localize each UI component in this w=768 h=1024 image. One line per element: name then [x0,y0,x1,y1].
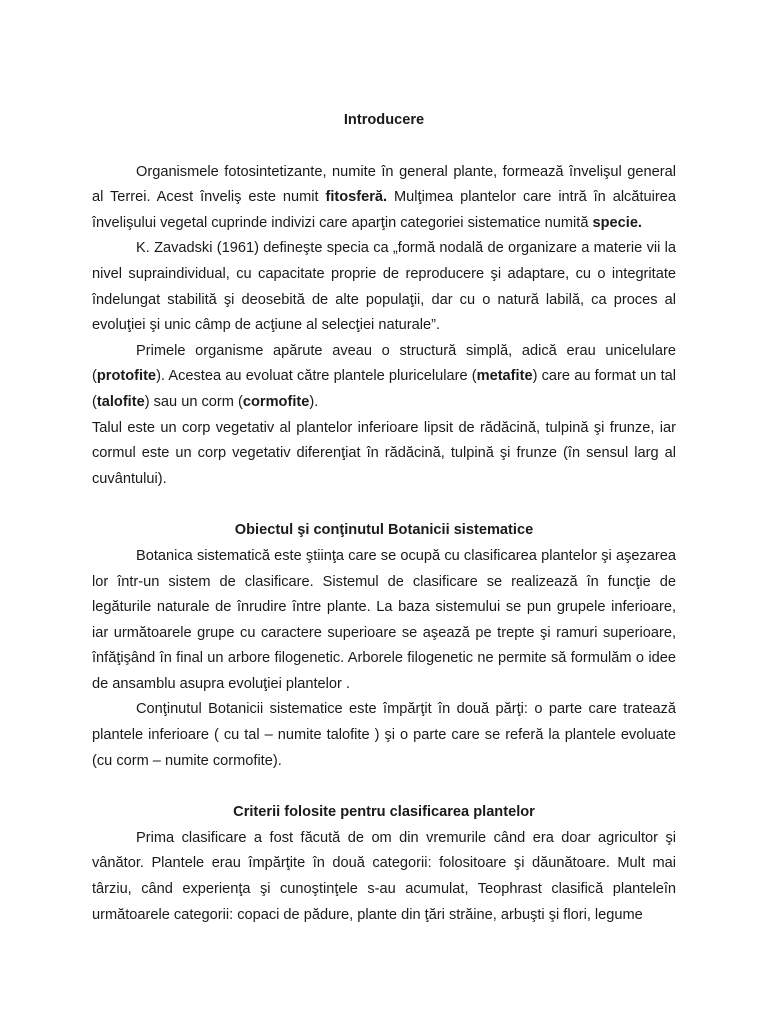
bold-term: fitosferă. [325,189,388,206]
text-run: Prima clasificare a fost făcută de om din vremurile când era doar agricultor şi vânător. Plantele erau împărţite în două categorii: folositoare şi dăunătoare. Mult mai târziu, când experienţa şi cunoştinţele s-au acumulat, Teophrast clasifică planteleîn următoarele categorii: copaci de pădure, plante din ţări străine, arbuşti şi flori, legume [92,829,676,923]
text-run: Organismele fotosintetizante, numite în general plante, formează învelişul general al Terrei. Acest înveliş este numit [92,163,676,206]
paragraph [92,160,676,237]
bold-term: specie. [592,214,642,231]
text-run: ) care au format un tal ( [92,368,676,410]
paragraph [92,544,676,698]
section-heading-criterii: Criterii folosite pentru clasificarea plantelor [233,804,535,821]
text-run: Conţinutul Botanicii sistematice este împărţit în două părţi: o parte care tratează plantele inferioare ( cu tal – numite talofite ) şi o parte care se referă la plantele evoluate (cu corm – numite cormofite). [92,701,676,769]
bold-term: cormofite [242,393,310,410]
text-run: ). Acestea au evoluat către plantele pluricelulare ( [156,368,477,385]
paragraph [92,416,676,493]
text-run: Mulţimea plantelor care intră în alcătuirea învelişului vegetal cuprinde indivizi care aparţin categoriei sistematice numită [92,189,676,231]
text-run: Primele organisme apărute aveau o structură simplă, adică erau unicelulare ( [92,342,676,385]
text-run: K. Zavadski (1961) defineşte specia ca „formă nodală de organizare a materie vii la nivel supraindividual, cu capacitate proprie de reproducere şi adaptare, cu o integritate îndelungat stabilită şi deosebită de alte populaţii, dar cu o natură labilă, ca proces al evoluţiei şi unic câmp de acţiune al selecţiei naturale”. [92,240,676,334]
section-heading-obiectul: Obiectul şi conţinutul Botanicii sistematice [234,522,534,539]
text-run: Botanica sistematică este ştiinţa care se ocupă cu clasificarea plantelor şi aşezarea lor într-un sistem de clasificare. Sistemul de clasificare se realizează în funcţie de legăturile naturale de înrudire între plante. La baza sistemului se pun grupele inferioare, iar următoarele grupe cu caractere superioare se aşează pe trepte şi ramuri superioare, înfăţişând în final un arbore filogenetic. Arborele filogenetic ne permite să formulăm o idee de ansamblu asupra evoluţiei plantelor . [92,547,676,692]
section-heading-introducere: Introducere [343,112,425,128]
bold-term: metafite [476,368,533,385]
paragraph [92,826,676,928]
text-run: ). [309,393,319,410]
paragraph [92,339,676,416]
text-run: ) sau un corm ( [144,393,243,410]
text-run: Talul este un corp vegetativ al plantelor inferioare lipsit de rădăcină, tulpină şi frunze, iar cormul este un corp vegetativ diferenţiat în rădăcină, tulpină şi frunze (în sensul larg al cuvântului). [92,419,676,487]
bold-term: talofite [96,393,145,410]
document-body [92,108,676,928]
paragraph [92,236,676,338]
bold-term: protofite [96,368,157,385]
paragraph [92,697,676,774]
